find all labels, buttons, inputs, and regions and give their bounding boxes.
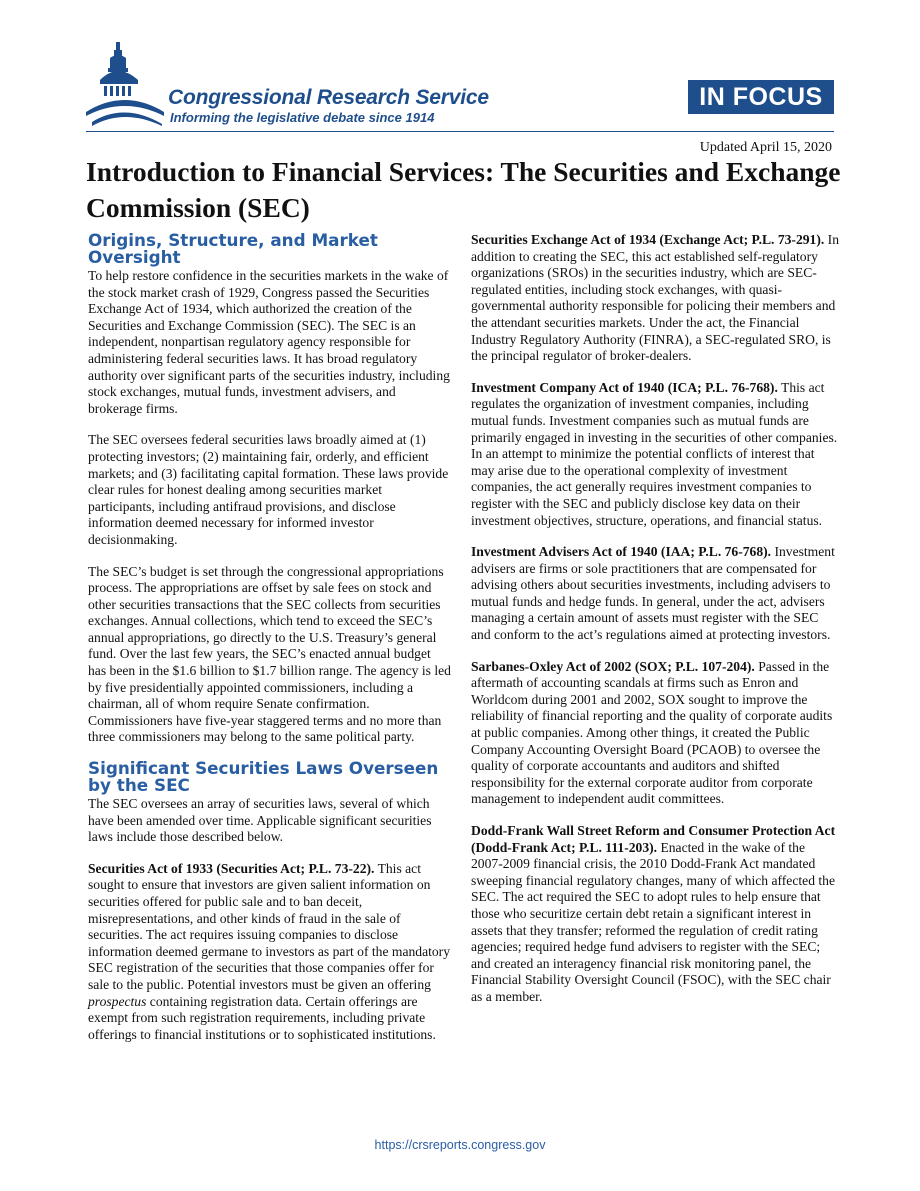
law-text-part: containing registration data. Certain offerings are exempt from such registration requirements, including private offerings to financial institutions or to sophisticated institutions. [88, 993, 436, 1042]
law-text-part: This act sought to ensure that investors are given salient information on securities offered for public sale and to ban deceit, misrepresentations, and other kinds of fraud in the sale of securities. The act requires issuing companies to disclose information deemed germane to investors as part of the mandatory SEC registration of the securities that those companies offer for sale to the public. Potential investors must be given an offering [88, 860, 451, 992]
paragraph-budget: The SEC’s budget is set through the congressional appropriations process. The appropriations are offset by sale fees on stock and other securities transactions that the SEC collects from securities exchanges. Annual collections, which tend to exceed the SEC’s annual appropriations, go directly to the U.S. Treasury’s general fund. Over the last few years, the SEC’s enacted annual budget has been in the $1.6 billion to $1.7 billion range. The agency is led by five presidentially appointed commissioners, including a chairman, all of whom require Senate confirmation. Commissioners have five-year staggered terms and no more than three commissioners may belong to the same political party. [88, 563, 451, 745]
paragraph-exchange-act [471, 232, 839, 365]
org-tagline: Informing the legislative debate since 1914 [170, 110, 435, 125]
law-text: Investment advisers are firms or sole practitioners that are compensated for advising others about securities investments, including advisers to mutual funds and hedge funds. In general, under the act, advisers managing a certain amount of assets must register with the SEC and conform to the act’s regulations aimed at protecting investors. [471, 544, 835, 643]
law-text: In addition to creating the SEC, this act established self-regulatory organizations (SROs) in the securities industry, which are SEC-regulated entities, including stock exchanges, with quasi-governmental authority responsible for policing their members and the attendant securities markets. Under the act, the Financial Industry Regulatory Authority (FINRA), a SEC-regulated SRO, is the principal regulator of broker-dealers. [471, 232, 840, 364]
right-column [471, 232, 839, 1021]
law-text: Passed in the aftermath of accounting scandals at firms such as Enron and Worldcom during 2001 and 2002, SOX sought to improve the reliability of financial reporting and the quality of corporate audits at public companies. Among other things, it created the Public Company Accounting Oversight Board (PCAOB) to oversee the quality of corporate accountants and auditors and shifted responsibility for the external corporate auditor from corporate management to independent audit committees. [471, 658, 833, 807]
org-name: Congressional Research Service [168, 86, 489, 109]
updated-date: Updated April 15, 2020 [699, 140, 832, 155]
paragraph-dodd-frank [471, 823, 839, 1006]
paragraph-sox [471, 659, 839, 808]
header-rule [86, 131, 834, 132]
law-title-sox: Sarbanes-Oxley Act of 2002 (SOX; P.L. 107-204). [471, 658, 755, 674]
footer-url-link[interactable]: https://crsreports.congress.gov [374, 1138, 546, 1152]
section-heading-laws: Significant Securities Laws Overseen by the SEC [88, 758, 439, 796]
law-title-dodd-frank: Dodd-Frank Wall Street Reform and Consumer Protection Act (Dodd-Frank Act; P.L. 111-203). [471, 823, 836, 855]
law-text: This act regulates the organization of investment companies, including mutual funds. Investment companies such as mutual funds are primarily engaged in investing in the securities of other companies. In an attempt to minimize the potential conflicts of interest that may arise due to the operational complexity of investment companies, the act generally requires investment companies to register with the SEC and publicly disclose key data on their investment objectives, structure, operations, and financial status. [471, 379, 838, 528]
document-title: Introduction to Financial Services: The Securities and Exchange Commission (SEC) [86, 156, 841, 223]
in-focus-badge: IN FOCUS [688, 80, 834, 114]
page-header [0, 0, 920, 155]
law-text: Enacted in the wake of the 2007-2009 financial crisis, the 2010 Dodd-Frank Act mandated sweeping financial regulatory changes, many of which affected the SEC. The act required the SEC to adopt rules to help ensure that those who securitize certain debt retain a significant interest in assets that they transfer; reformed the regulation of credit rating agencies; required hedge fund advisers to register with the SEC; and created an interagency financial risk monitoring panel, the Financial Stability Oversight Council (FSOC), with the SEC chair as a member. [471, 839, 835, 1004]
law-title-iaa: Investment Advisers Act of 1940 (IAA; P.L. 76-768). [471, 544, 772, 560]
emphasis-prospectus: prospectus [88, 993, 147, 1009]
paragraph-iaa [471, 544, 839, 644]
capitol-dome-logo-icon [84, 40, 164, 130]
law-title-ica: Investment Company Act of 1940 (ICA; P.L. 76-768). [471, 379, 778, 395]
paragraph-oversight-aims: The SEC oversees federal securities laws broadly aimed at (1) protecting investors; (2) maintaining fair, orderly, and efficient markets; and (3) facilitating capital formation. These laws provide clear rules for honest dealing among securities market participants, including antifraud provisions, and disclose information deemed necessary for informed investor decisionmaking. [88, 432, 449, 547]
law-title-securities-act: Securities Act of 1933 (Securities Act; P.L. 73-22). [88, 860, 375, 876]
section-heading-origins: Origins, Structure, and Market Oversight [88, 230, 378, 267]
law-title-exchange-act: Securities Exchange Act of 1934 (Exchange Act; P.L. 73-291). [471, 232, 825, 247]
paragraph-origins: To help restore confidence in the securities markets in the wake of the stock market crash of 1929, Congress passed the Securities Exchange Act of 1934, which authorized the creation of the Securities and Exchange Commission (SEC). The SEC is an independent, nonpartisan regulatory agency responsible for administering federal securities laws. It has broad regulatory authority over significant parts of the securities industry, including stock exchanges, mutual funds, investment advisers, and brokerage firms. [88, 268, 450, 416]
paragraph-securities-act [88, 861, 452, 1044]
paragraph-laws-intro: The SEC oversees an array of securities laws, several of which have been amended over time. Applicable significant securities laws include those described below. [88, 796, 432, 845]
paragraph-ica [471, 380, 839, 529]
left-column [88, 232, 452, 1058]
